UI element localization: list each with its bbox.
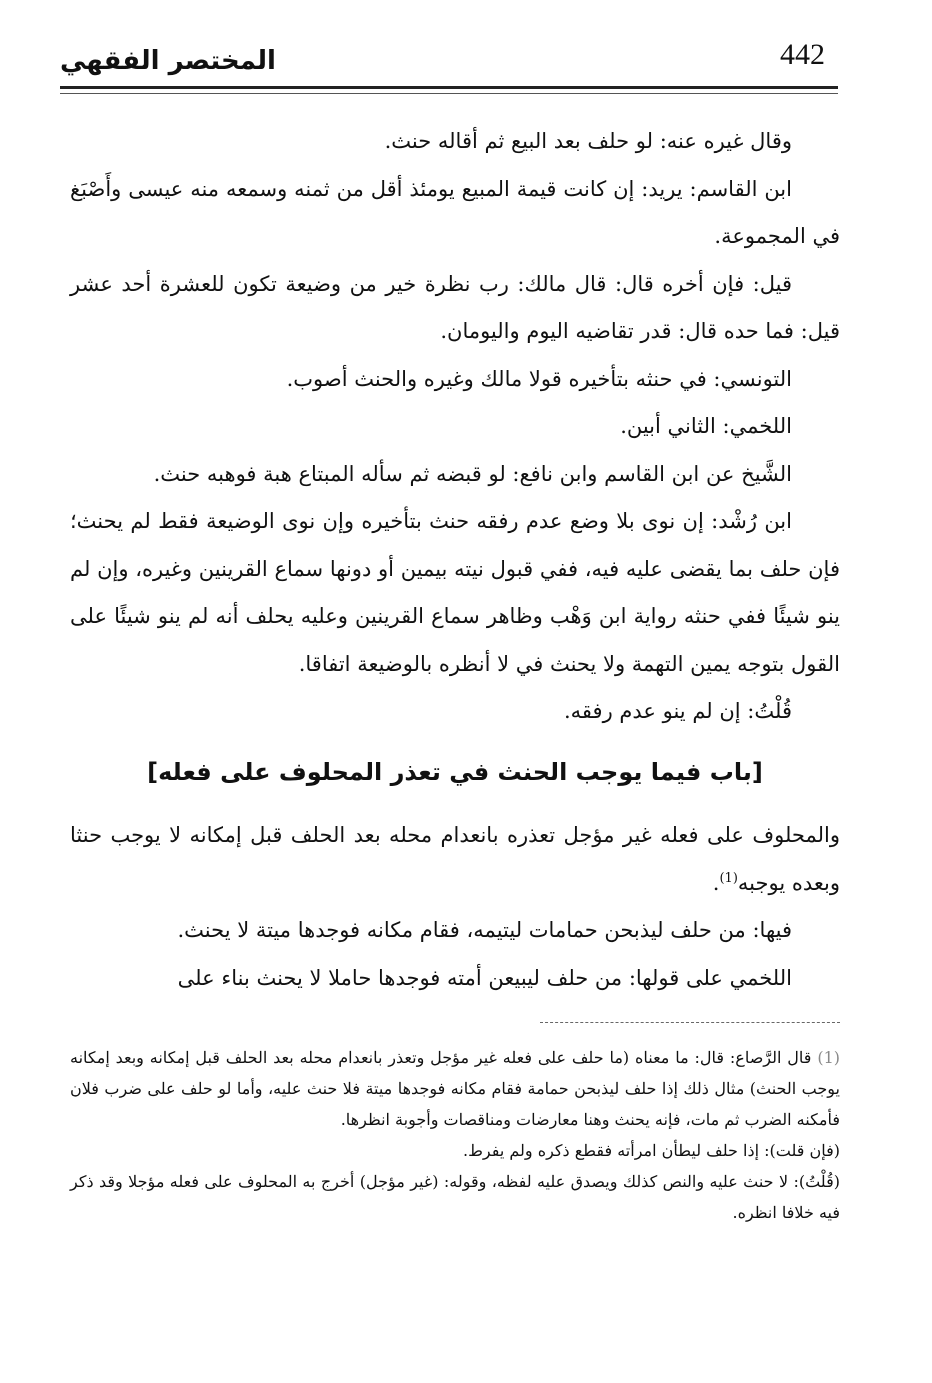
- paragraph: الشَّيخ عن ابن القاسم وابن نافع: لو قبضه ثم سأله المبتاع هبة فوهبه حنث.: [153, 461, 792, 486]
- paragraph: اللخمي على قولها: من حلف ليبيعن أمته فوجدها حاملا لا يحنث بناء على: [177, 965, 792, 990]
- paragraph: [70, 812, 840, 907]
- footnotes: [70, 1042, 840, 1228]
- chapter-text: [70, 812, 840, 1002]
- page-header: [60, 34, 840, 94]
- main-text: [70, 118, 840, 736]
- paragraph: وقال غيره عنه: لو حلف بعد البيع ثم أقاله حنث.: [384, 129, 792, 153]
- paragraph: قُلْتُ: إن لم ينو عدم رفقه.: [563, 699, 792, 723]
- paragraph: فيها: من حلف ليذبحن حمامات ليتيمه، فقام مكانه فوجدها ميتة لا يحنث.: [177, 918, 792, 942]
- paragraph-text: والمحلوف على فعله غير مؤجل تعذره بانعدام محله بعد الحلف قبل إمكانه لا يوجب حنثا وبعده يوجبه: [70, 823, 840, 895]
- footnote: (فإن قلت): إذا حلف ليطأن امرأته فقطع ذكره ولم يفرط.: [463, 1141, 840, 1160]
- running-title: المختصر الفقهي: [60, 46, 276, 76]
- paragraph: ابن رُشْد: إن نوى بلا وضع عدم رفقه حنث بتأخيره وإن نوى الوضيعة فقط لم يحنث؛ فإن حلف بما يقضى عليه فيه، ففي قبول نيته بيمين أو دونها سماع القرينين وغيره، وإن لم ينو شيئًا ففي حنثه رواية ابن وَهْب وظاهر سماع القرينين وعليه يحلف أنه لم ينو شيئًا على القول بتوجه يمين التهمة ولا يحنث في لا أنظره بالوضيعة اتفاقا.: [70, 509, 840, 676]
- chapter-title: [باب فيما يوجب الحنث في تعذر المحلوف على فعله]: [147, 758, 763, 786]
- footnote-text: قال الرَّصاع: قال: ما معناه (ما حلف على فعله غير مؤجل وتعذر بانعدام محله بعد الحلف قبل إمكانه وبعد إمكانه يوجب الحنث) مثال ذلك إذا حلف ليذبحن حمامة فقام مكانه فوجدها ميتة فلا حنث عليه، وأما لو حلف على ضرب فلان فأمكنه الضرب ثم مات، فإنه يحنث وهنا معارضات ومناقصات وأجوبة انظرها.: [70, 1048, 840, 1129]
- paragraph: اللخمي: الثاني أبين.: [620, 414, 792, 438]
- page-number: 442: [780, 38, 825, 71]
- footnote-reference[interactable]: (1): [719, 870, 738, 886]
- header-rule: [60, 86, 838, 89]
- footnote-separator: [540, 1022, 840, 1023]
- paragraph-end: .: [712, 870, 720, 895]
- header-rule-thin: [60, 93, 838, 94]
- paragraph: التونسي: في حنثه بتأخيره قولا مالك وغيره والحنث أصوب.: [286, 366, 792, 391]
- paragraph: ابن القاسم: يريد: إن كانت قيمة المبيع يومئذ أقل من ثمنه وسمعه منه عيسى وأَصْبَغ في المجموعة.: [70, 176, 840, 248]
- paragraph: قيل: فإن أخره قال: قال مالك: رب نظرة خير من وضيعة تكون للعشرة أحد عشر قيل: فما حده قال: قدر تقاضيه اليوم واليومان.: [70, 271, 840, 343]
- footnote: [70, 1042, 840, 1135]
- footnote-number: (1): [817, 1048, 840, 1067]
- footnote: (قُلْتُ): لا حنث عليه والنص كذلك ويصدق عليه لفظه، وقوله: (غير مؤجل) أخرج به المحلوف على فعله مؤجلا وقد ذكر فيه خلافا انظره.: [70, 1172, 840, 1222]
